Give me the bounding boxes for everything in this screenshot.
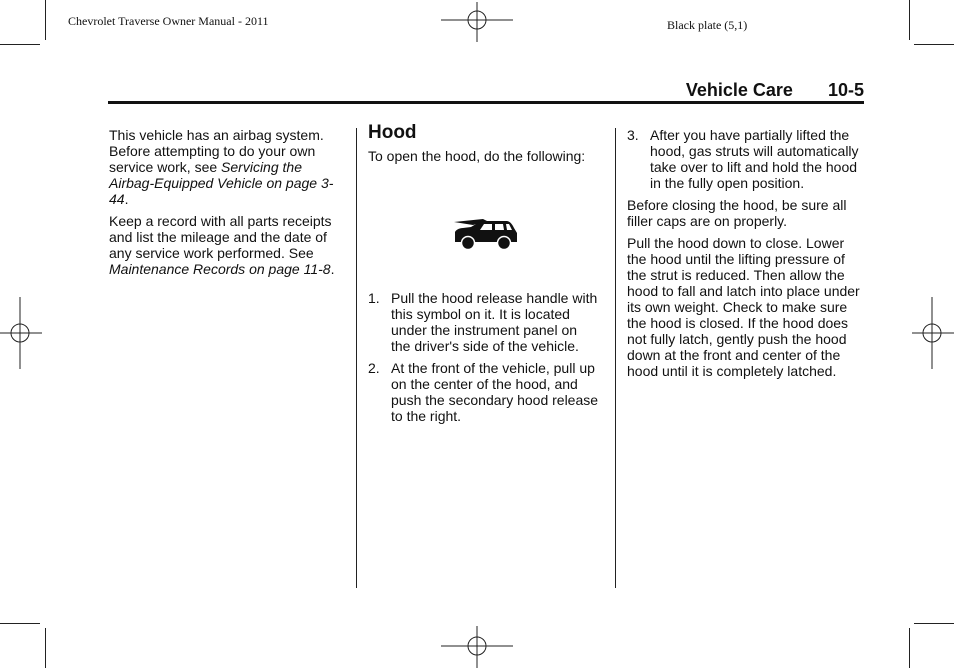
registration-mark-icon [441,2,513,42]
list-item: 3. After you have partially lifted the hood, gas struts will automatically take over to lift and hold the hood in the fully open position. [627,127,859,191]
records-paragraph: Keep a record with all parts receipts and list the mileage and the date of any service work performed. See Maintenance Records on page 11-8. [109,213,335,277]
registration-mark-icon [912,297,954,369]
section-title: Vehicle Care [685,80,793,100]
cross-reference-link[interactable]: Maintenance Records on page 11-8 [109,261,331,277]
column-2 [368,122,600,430]
header-rule [108,101,864,104]
column-divider [356,128,357,588]
registration-mark-icon [0,297,42,369]
crop-mark [909,628,910,668]
crop-mark [45,628,46,668]
filler-caps-paragraph: Before closing the hood, be sure all filler caps are on properly. [627,197,847,229]
cross-reference-link[interactable]: Servicing the Airbag-Equipped Vehicle on page 3-44 [109,159,334,207]
crop-mark [0,44,40,45]
airbag-paragraph: This vehicle has an airbag system. Before attempting to do your own service work, see Servicing the Airbag-Equipped Vehicle on page 3-44. [109,127,334,207]
crop-mark [909,0,910,40]
page-number: 10-5 [827,80,864,100]
crop-mark [914,44,954,45]
section-header [686,80,864,101]
registration-mark-icon [441,626,513,668]
crop-mark [0,623,40,624]
hood-heading: Hood [368,122,417,143]
hood-release-icon-area [368,170,600,290]
list-item: 2. At the front of the vehicle, pull up on the center of the hood, and push the secondary hood release to the right. [368,360,599,424]
plate-label: Black plate (5,1) [667,18,748,32]
list-item: 1. Pull the hood release handle with this symbol on it. It is located under the instrument panel on the driver's side of the vehicle. [368,290,598,354]
column-1 [109,127,349,283]
column-3 [627,127,867,385]
close-hood-paragraph: Pull the hood down to close. Lower the hood until the lifting pressure of the strut is reduced. Then allow the hood to fall and latch into place under its own weight. Check to make sure the hood is closed. If the hood does not fully latch, gently push the hood down at the front and center of the hood until it is completely latched. [627,235,860,379]
hood-steps-list-cont [627,127,867,191]
hood-release-car-icon [453,218,519,252]
hood-intro: To open the hood, do the following: [368,148,586,164]
manual-title: Chevrolet Traverse Owner Manual - 2011 [68,14,269,28]
hood-steps-list [368,290,600,424]
crop-mark [45,0,46,40]
column-divider [615,128,616,588]
crop-mark [914,623,954,624]
